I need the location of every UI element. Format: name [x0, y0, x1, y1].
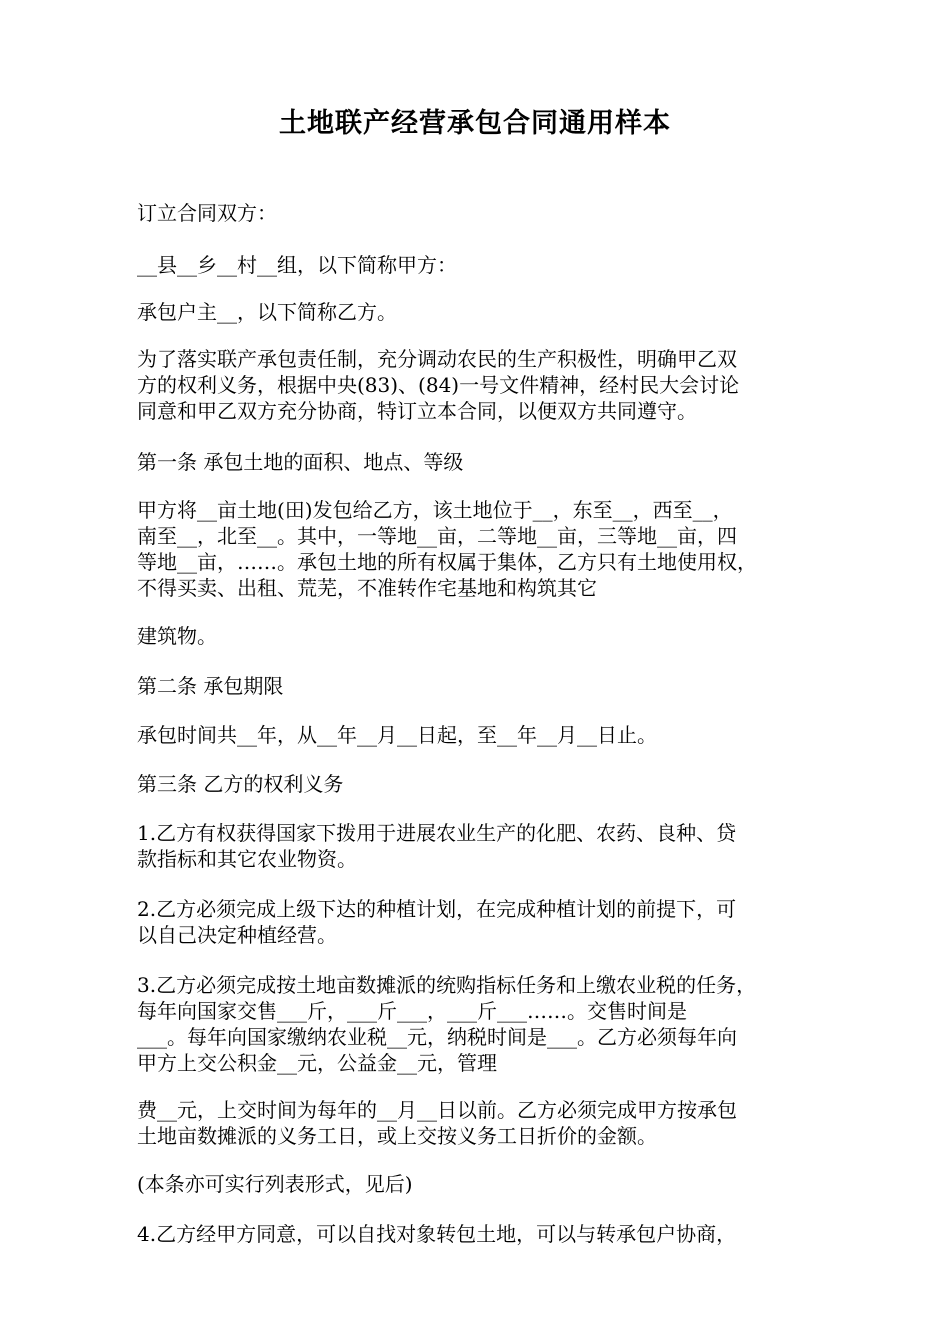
article-1-heading: 第一条 承包土地的面积、地点、等级 [137, 450, 464, 474]
document-title: 土地联产经营承包合同通用样本 [279, 108, 671, 139]
article-3-item-2: 2.乙方必须完成上级下达的种植计划，在完成种植计划的前提下，可 以自己决定种植经营。 [137, 897, 737, 947]
paragraph-preamble: 为了落实联产承包责任制，充分调动农民的生产积极性，明确甲乙双 方的权利义务，根据中央(83)、(84)一号文件精神，经村民大会讨论 同意和甲乙双方充分协商，特订立本合同，以便双方共同遵守。 [137, 347, 740, 423]
paragraph-party-b: 承包户主__，以下简称乙方。 [137, 300, 397, 324]
article-1-body: 甲方将__亩土地(田)发包给乙方，该土地位于__，东至__，西至__， 南至__，北至__。其中，一等地__亩，二等地__亩，三等地__亩，四 等地__亩，……。承包土地的所有权属于集体，乙方只有土地使用权， 不得买卖、出租、荒芜，不准转作宅基地和构筑其它 [137, 498, 757, 600]
paragraph-parties-intro: 订立合同双方： [137, 201, 277, 225]
article-1-body-continued: 建筑物。 [137, 624, 217, 648]
article-3-item-4: 4.乙方经甲方同意，可以自找对象转包土地，可以与转承包户协商， [137, 1222, 737, 1246]
article-2-heading: 第二条 承包期限 [137, 674, 284, 698]
article-3-item-1: 1.乙方有权获得国家下拨用于进展农业生产的化肥、农药、良种、贷 款指标和其它农业物资。 [137, 821, 737, 871]
article-3-heading: 第三条 乙方的权利义务 [137, 772, 344, 796]
article-2-body: 承包时间共__年，从__年__月__日起，至__年__月__日止。 [137, 723, 657, 747]
paragraph-party-a: __县__乡__村__组，以下简称甲方： [137, 253, 457, 277]
article-3-note: (本条亦可实行列表形式，见后) [137, 1172, 413, 1196]
article-3-item-3-continued: 费__元，上交时间为每年的__月__日以前。乙方必须完成甲方按承包 土地亩数摊派的义务工日，或上交按义务工日折价的金额。 [137, 1098, 737, 1148]
article-3-item-3: 3.乙方必须完成按土地亩数摊派的统购指标任务和上缴农业税的任务， 每年向国家交售___斤，___斤___，___斤___……。交售时间是 ___。每年向国家缴纳农业税__元，纳税时间是___。乙方必须每年向 甲方上交公积金__元，公益金__元，管理 [137, 973, 757, 1075]
